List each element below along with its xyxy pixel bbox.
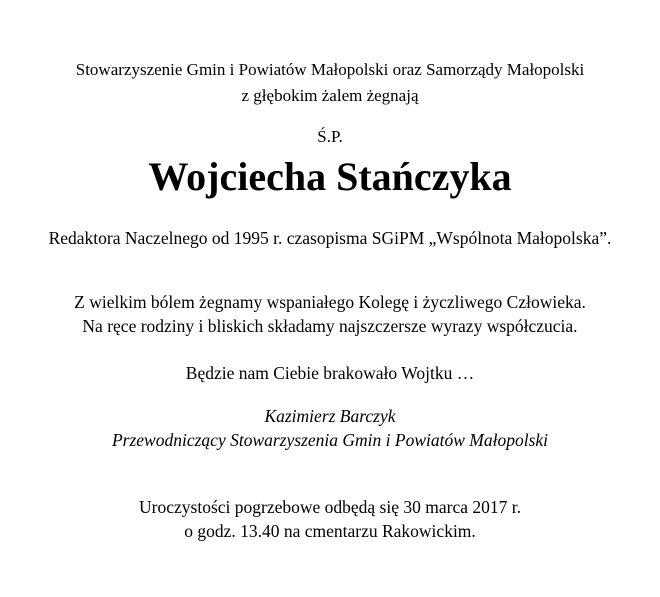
organization-line: Stowarzyszenie Gmin i Powiatów Małopolski oraz Samorządy Małopolski [75, 60, 585, 79]
condolence-line: Z wielkim bólem żegnamy wspaniałego Kolegę i życzliwego Człowieka. [74, 292, 586, 312]
deceased-name: Wojciecha Stańczyka [148, 154, 512, 199]
funeral-info-line: Uroczystości pogrzebowe odbędą się 30 marca 2017 r. [139, 497, 521, 517]
funeral-info-line: o godz. 13.40 na cmentarzu Rakowickim. [184, 521, 476, 541]
role-line: Redaktora Naczelnego od 1995 r. czasopisma SGiPM „Wspólnota Małopolska”. [48, 228, 612, 248]
memorial-prefix: Ś.P. [317, 127, 343, 146]
condolence-line: Na ręce rodziny i bliskich składamy najszczersze wyrazy współczucia. [82, 316, 578, 336]
grief-line: z głębokim żalem żegnają [241, 86, 419, 105]
farewell-line: Będzie nam Ciebie brakowało Wojtku … [185, 363, 475, 383]
signature-name: Kazimierz Barczyk [264, 406, 396, 426]
signature-title: Przewodniczący Stowarzyszenia Gmin i Powiatów Małopolski [111, 430, 549, 450]
